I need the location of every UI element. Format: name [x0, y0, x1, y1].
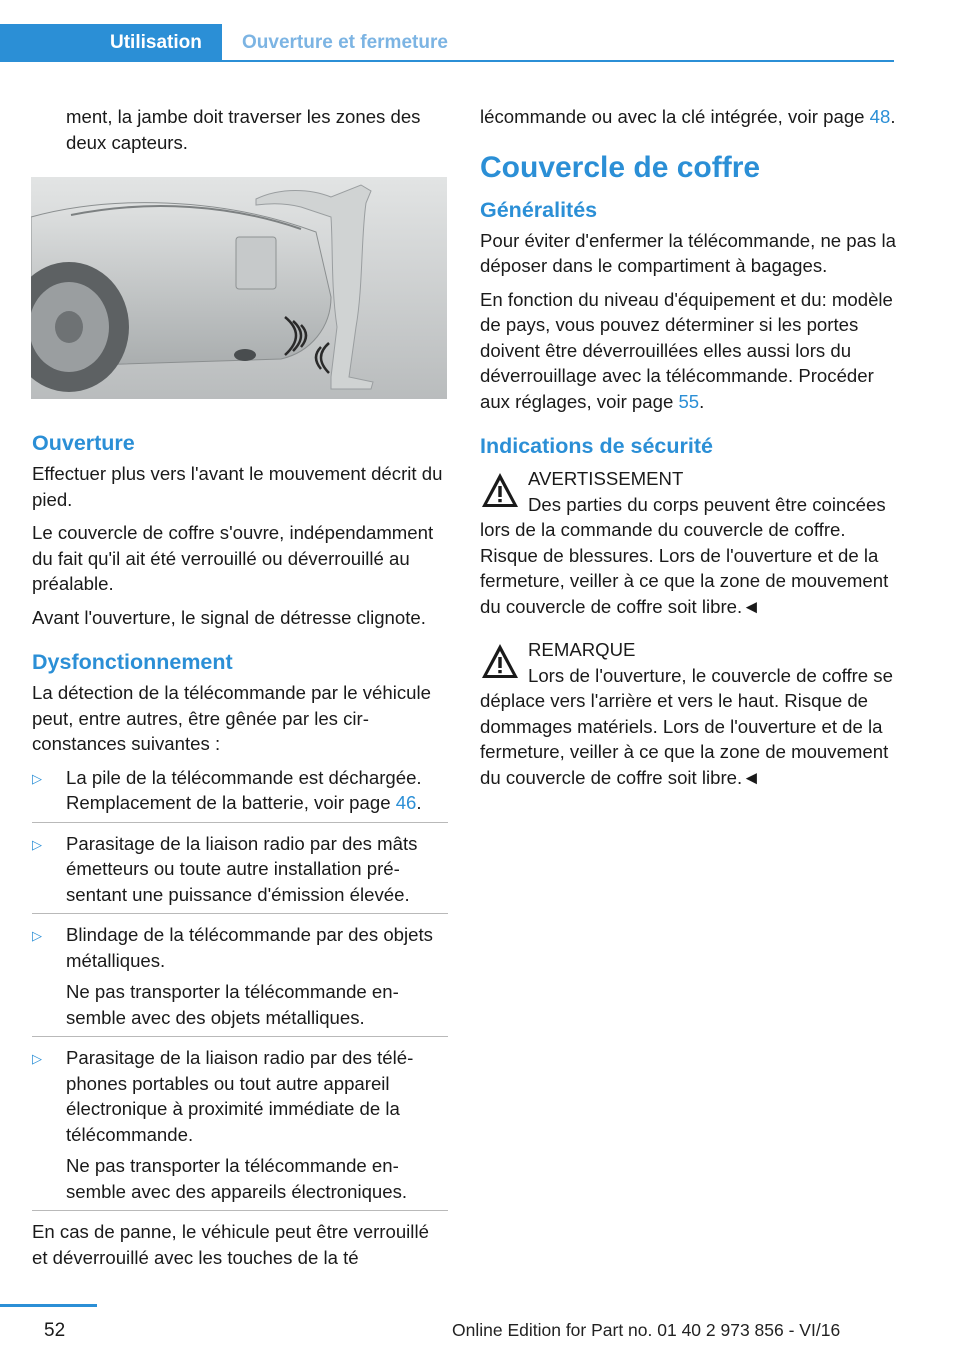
dysfonctionnement-intro: La détection de la télécommande par le véhicule peut, entre autres, être gênée par les circonstances suivantes : — [32, 682, 431, 754]
section-title: Couvercle de coffre — [480, 150, 761, 184]
car-rear-foot-sensor-image — [31, 177, 447, 399]
page-link-55[interactable]: 55 — [678, 390, 700, 412]
triangle-right-outline-icon: ▷ — [32, 928, 42, 943]
header-rule — [222, 60, 894, 62]
page-header — [0, 24, 894, 62]
triangle-right-outline-icon: ▷ — [32, 836, 42, 852]
notice-block — [480, 637, 896, 790]
heading-ouverture: Ouverture — [32, 431, 135, 455]
notice-body: Lors de l'ouverture, le couvercle de coffre se déplace vers l'arrière et vers le haut. Risque de dommages matériels. Lors de l'ouverture et de la fermeture, veiller à ce que la zone de mouvement du couvercle de coffre soit libre.◄ — [480, 664, 893, 788]
panne-text: En cas de panne, le véhicule peut être verrouillé et déverrouillé avec les touches de la té — [32, 1221, 429, 1268]
warning-triangle-icon — [480, 641, 520, 681]
heading-dysfonctionnement: Dysfonctionnement — [32, 650, 233, 674]
page-link-48[interactable]: 48 — [869, 106, 891, 127]
ouverture-p3: Avant l'ouverture, le signal de détresse clignote. — [32, 606, 426, 628]
heading-indications-de-securite: Indications de sécurité — [480, 434, 713, 458]
continuation-text: lécommande ou avec la clé intégrée, voir page 48. — [480, 106, 896, 127]
tab-ouverture-et-fermeture[interactable]: Ouverture et fermeture — [242, 32, 448, 53]
list-item: ▷ Parasitage de la liaison radio par des mâts émetteurs ou toute autre installation présentant une puissance d'émission élevée. — [32, 823, 448, 915]
dysfonctionnement-list — [32, 765, 448, 1212]
list-item: ▷ Parasitage de la liaison radio par des téléphones portables ou tout autre appareil électronique à proximité immédiate de la télécommande. Ne pas transporter la télécommande ensemble avec des appareils électroniques. — [32, 1037, 448, 1211]
page-link-46[interactable]: 46 — [395, 792, 417, 813]
left-column — [32, 104, 448, 1278]
generalites-p1: Pour éviter d'enfermer la télécommande, ne pas la déposer dans le compartiment à bagages. — [480, 229, 896, 276]
page-number: 52 — [44, 1320, 66, 1341]
generalites-p2: En fonction du niveau d'équipement et du: modèle de pays, vous pouvez déterminer si les portes doivent être déverrouillées elles aussi lors du déverrouillage avec la télécommande. Procéder aux réglages, voir page 55. — [480, 288, 893, 412]
edition-footer: Online Edition for Part no. 01 40 2 973 856 - VI/16 — [452, 1320, 841, 1340]
triangle-right-outline-icon: ▷ — [32, 770, 42, 786]
tab-utilisation[interactable]: Utilisation — [0, 24, 222, 62]
ouverture-p2: Le couvercle de coffre s'ouvre, indépendamment du fait qu'il ait été verrouillé ou déverrouillé au préalable. — [32, 522, 434, 594]
trunk-kick-illustration — [31, 177, 447, 399]
right-column — [480, 104, 896, 808]
triangle-right-outline-icon: ▷ — [32, 1051, 42, 1066]
list-item-note: Ne pas transporter la télécommande ensemble avec des appareils électroniques. — [66, 1155, 408, 1202]
intro-text: ment, la jambe doit traverser les zones des deux capteurs. — [66, 106, 421, 153]
warning-body: Des parties du corps peuvent être coincées lors de la commande du couvercle de coffre. Risque de blessures. Lors de l'ouverture et de la fermeture, veiller à ce que la zone de mouvement du couvercle de coffre soit libre.◄ — [480, 493, 889, 617]
notice-title: REMARQUE — [528, 639, 636, 660]
warning-block — [480, 466, 896, 619]
list-item: ▷ Blindage de la télécommande par des objets métalliques. Ne pas transporter la télécommande ensemble avec des objets métalliques. — [32, 914, 448, 1037]
list-item-note: Ne pas transporter la télécommande ensemble avec des objets métalliques. — [66, 981, 399, 1028]
warning-triangle-icon — [480, 470, 520, 510]
heading-generalites: Généralités — [480, 197, 598, 222]
list-item: ▷ La pile de la télécommande est déchargée. Remplacement de la batterie, voir page 46. — [32, 765, 448, 823]
ouverture-p1: Effectuer plus vers l'avant le mouvement décrit du pied. — [32, 463, 443, 510]
warning-title: AVERTISSEMENT — [528, 468, 684, 489]
footer-rule — [0, 1304, 97, 1307]
